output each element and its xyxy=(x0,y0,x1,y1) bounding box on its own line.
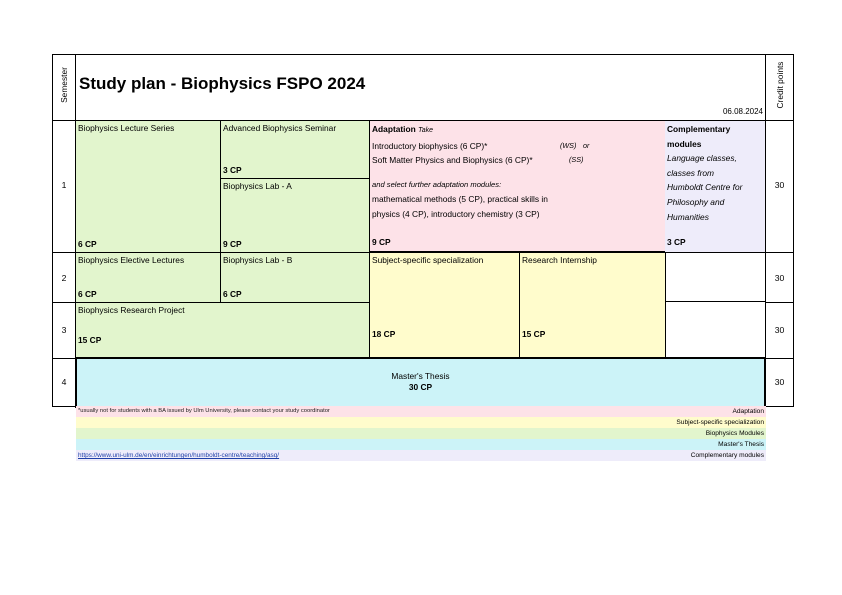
module-name: Subject-specific specialization xyxy=(372,255,484,265)
semester-4-cell xyxy=(52,358,76,407)
module-adaptation xyxy=(369,120,666,252)
date-label: 06.08.2024 xyxy=(722,107,763,116)
complementary-title-2: modules xyxy=(667,138,702,149)
module-cp: 6 CP xyxy=(78,239,97,249)
complementary-desc-3: Humboldt Centre for xyxy=(667,182,743,193)
adaptation-line3: and select further adaptation modules: xyxy=(372,179,502,189)
asq-link[interactable]: https://www.uni-ulm.de/en/einrichtungen/humboldt-centre/teaching/asq/ xyxy=(78,452,280,459)
credit-value: 30 xyxy=(774,273,785,283)
module-cp: 18 CP xyxy=(372,329,396,339)
module-name: Biophysics Lab - B xyxy=(223,255,293,265)
adaptation-line1: Introductory biophysics (6 CP)* xyxy=(372,140,488,151)
legend-label: Biophysics Modules xyxy=(705,430,764,437)
legend-label: Complementary modules xyxy=(690,452,764,459)
module-name: Master's Thesis xyxy=(391,371,450,381)
adaptation-title: Adaptation xyxy=(372,124,416,134)
complementary-title-1: Complementary xyxy=(667,124,731,134)
credit-value: 30 xyxy=(774,180,785,190)
legend-thesis xyxy=(76,439,766,450)
semester-number: 2 xyxy=(61,273,67,283)
adaptation-term-ss: (SS) xyxy=(569,155,584,164)
module-masters-thesis xyxy=(75,357,766,408)
semester-header-cell xyxy=(52,54,76,121)
module-research-project xyxy=(76,302,369,358)
credit-header: Credit points xyxy=(775,61,785,109)
credit-2-cell xyxy=(765,252,794,302)
module-cp: 3 CP xyxy=(223,165,242,175)
module-lab-b xyxy=(221,252,369,302)
credit-3-cell xyxy=(765,302,794,358)
module-elective-lectures xyxy=(76,252,221,302)
semester-header: Semester xyxy=(59,67,69,103)
module-cp: 9 CP xyxy=(372,236,391,247)
module-name: Biophysics Lecture Series xyxy=(78,123,175,133)
complementary-desc-5: Humanities xyxy=(667,211,709,222)
page-title: Study plan - Biophysics FSPO 2024 xyxy=(79,74,366,93)
legend-label: Subject-specific specialization xyxy=(676,419,764,426)
empty-cell-sem3 xyxy=(665,301,765,358)
empty-cell-sem2 xyxy=(665,252,765,302)
module-cp: 9 CP xyxy=(223,239,242,249)
module-name: Research Internship xyxy=(522,255,597,265)
adaptation-line4: mathematical methods (5 CP), practical skills in xyxy=(372,194,548,204)
credit-value: 30 xyxy=(774,377,785,387)
complementary-desc-1: Language classes, xyxy=(667,153,737,164)
adaptation-term-ws: (WS) xyxy=(560,140,577,150)
module-lab-a xyxy=(221,179,369,252)
semester-2-cell xyxy=(52,252,76,302)
semester-3-cell xyxy=(52,302,76,358)
semester-1-cell xyxy=(52,120,76,252)
module-name: Advanced Biophysics Seminar xyxy=(223,123,337,133)
credit-1-cell xyxy=(765,120,794,252)
credit-header-cell xyxy=(765,54,794,121)
module-complementary xyxy=(665,121,765,252)
module-cp: 3 CP xyxy=(667,237,686,248)
module-name: Biophysics Research Project xyxy=(78,305,185,315)
adaptation-take: Take xyxy=(418,127,433,134)
module-cp: 15 CP xyxy=(78,335,102,345)
semester-number: 1 xyxy=(61,180,67,190)
footnote: *usually not for students with a BA issued by Ulm University, please contact your study coordinator xyxy=(78,408,330,414)
legend-specialization xyxy=(76,417,766,428)
module-specialization xyxy=(369,252,519,358)
legend-label: Master's Thesis xyxy=(718,441,764,448)
semester-number: 4 xyxy=(61,377,67,387)
module-research-internship xyxy=(519,252,665,358)
module-cp: 30 CP xyxy=(408,382,433,392)
complementary-desc-4: Philosophy and xyxy=(667,196,725,207)
credit-4-cell xyxy=(765,358,794,407)
adaptation-line2: Soft Matter Physics and Biophysics (6 CP)* xyxy=(372,155,533,165)
complementary-desc-2: classes from xyxy=(667,167,715,178)
module-cp: 15 CP xyxy=(522,329,546,339)
module-name: Biophysics Lab - A xyxy=(223,181,292,191)
module-cp: 6 CP xyxy=(223,289,242,299)
module-name: Biophysics Elective Lectures xyxy=(78,255,185,265)
legend-label: Adaptation xyxy=(732,408,764,415)
module-advanced-seminar xyxy=(221,121,369,179)
module-lecture-series xyxy=(76,121,221,252)
semester-number: 3 xyxy=(61,325,67,335)
module-cp: 6 CP xyxy=(78,289,97,299)
adaptation-line5: physics (4 CP), introductory chemistry (3 CP) xyxy=(372,208,540,219)
adaptation-or: or xyxy=(583,140,590,150)
credit-value: 30 xyxy=(774,325,785,335)
legend-biophysics xyxy=(76,428,766,439)
